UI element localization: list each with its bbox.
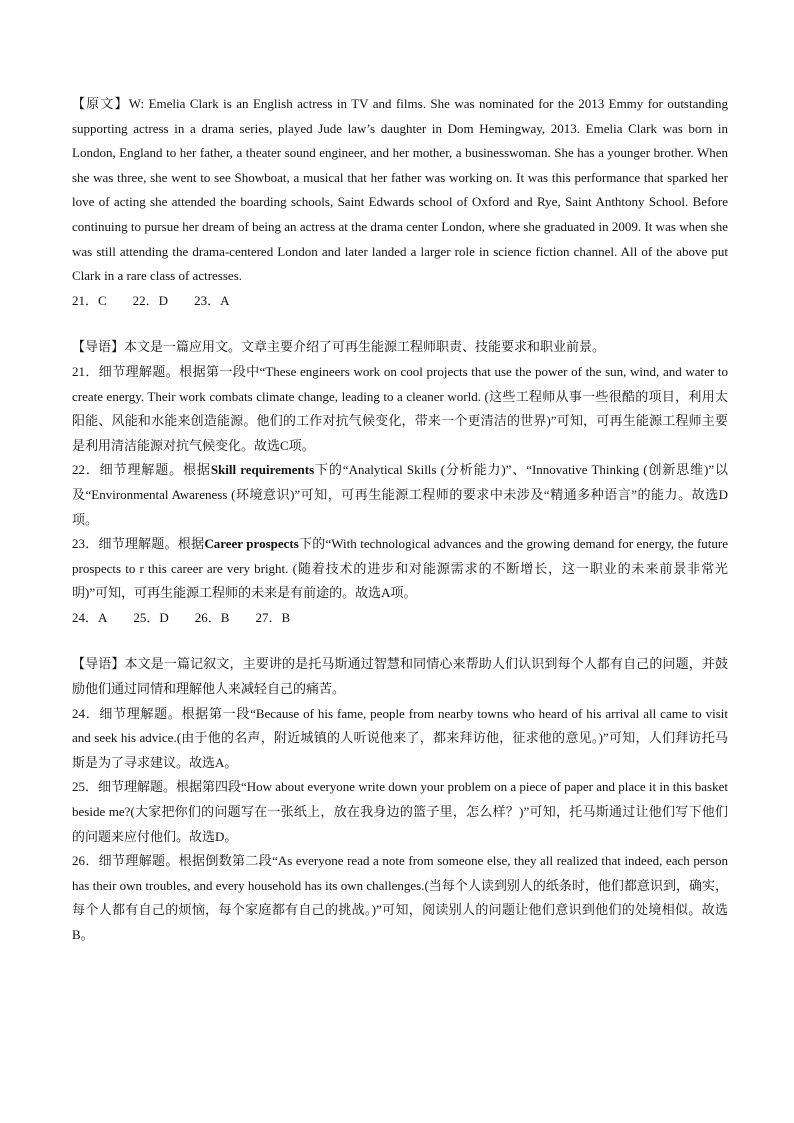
explanation-26: 26．细节理解题。根据倒数第二段“As everyone read a note from someone else, they all realized that indeed, each person has their own troubles, and every household has its own challenges.(当每个人读到别人的纸条时，他们都意识到，确实，每个人都有自己的烦恼，每个家庭都有自己的挑战。)”可知，阅读别人的问题让他们意识到他们的处境相似。故选B。 [72, 853, 728, 942]
guide-label-1: 【导语】 [72, 339, 125, 355]
explanation-22-post: 下的“Analytical Skills (分析能力)”、“Innovative Thinking (创新思维)”以及“Environmental Awareness (环境意识)”可知，可再生能源工程师的要求中未涉及“精通多种语言”的能力。故选D项。 [72, 462, 728, 527]
answers-group-2 [72, 606, 728, 631]
original-label: 【原文】 [72, 96, 129, 111]
explanation-22-pre: 22．细节理解题。根据 [72, 462, 211, 478]
guide-text-2: 本文是一篇记叙文，主要讲的是托马斯通过智慧和同情心来帮助人们认识到每个人都有自己的问题，并鼓励他们通过同情和理解他人来减轻自己的痛苦。 [72, 656, 728, 697]
answer-23: 23．A [194, 292, 230, 308]
explanation-22 [72, 458, 728, 532]
skill-requirements-heading: Skill requirements [210, 462, 315, 478]
explanation-23-post: 下的“With technological advances and the growing demand for energy, the future prospects to r this career are very bright. (随着技术的进步和对能源需求的不断增长，这一职业的未来前景非常光明)”可知，可再生能源工程师的未来是有前途的。故选A项。 [72, 536, 728, 601]
explanation-21: 21．细节理解题。根据第一段中“These engineers work on cool projects that use the power of the sun, wind, and water to create energy. Their work combats climate change, leading to a cleaner world. (这些工程师从事一些很酷的项目，利用太阳能、风能和水能来创造能源。他们的工作对抗气候变化，带来一个更清洁的世界)”可知，可再生能源工程师主要是利用清洁能源对抗气候变化。故选C项。 [72, 363, 728, 453]
guide-text-1: 本文是一篇应用文。文章主要介绍了可再生能源工程师职责、技能要求和职业前景。 [124, 339, 606, 355]
answer-25: 25．D [133, 609, 169, 625]
original-body: W: Emelia Clark is an English actress in TV and films. She was nominated for the 2013 Emmy for outstanding supporting actress in a drama series, played Jude law’s daughter in Dom Hemingway, 2013. Emelia Clark was born in London, England to her father, a theater sound engineer, and her mother, a businesswoman. She has a younger brother. When she was three, she went to see Showboat, a musical that her father was working on. It was this performance that sparked her love of acting she attended the boarding schools, Saint Edwards school of Oxford and Rye, Saint Anthtony School. Before continuing to pursue her dream of being an actress at the drama center London, where she graduated in 2009. It was when she was still attending the drama-centered London and later landed a larger role in science fiction channel. All of the above put Clark in a rare class of actresses. [72, 96, 728, 284]
answer-24: 24．A [72, 609, 108, 625]
answer-26: 26．B [194, 609, 230, 625]
guide-label-2: 【导语】 [72, 656, 125, 672]
answer-21: 21．C [72, 292, 107, 308]
answer-22: 22．D [132, 292, 169, 308]
guide-paragraph-1 [72, 335, 728, 360]
answer-key-page [72, 92, 728, 948]
guide-paragraph-2 [72, 652, 728, 701]
explanation-25: 25．细节理解题。根据第四段“How about everyone write down your problem on a piece of paper and place it in this basket beside me?(大家把你们的问题写在一张纸上，放在我身边的篮子里，怎么样？)”可知，托马斯通过让他们写下他们的问题来应付他们。故选D。 [72, 779, 728, 844]
explanation-23 [72, 532, 728, 606]
answer-27: 27．B [255, 609, 291, 625]
explanation-23-pre: 23．细节理解题。根据 [72, 536, 205, 552]
explanation-24: 24．细节理解题。根据第一段“Because of his fame, people from nearby towns who heard of his arrival all came to visit and seek his advice.(由于他的名声，附近城镇的人听说他来了，都来拜访他，征求他的意见。)”可知，人们拜访托马斯是为了寻求建议。故选A。 [72, 705, 728, 770]
answers-group-1 [72, 289, 728, 314]
career-prospects-heading: Career prospects [204, 536, 299, 552]
original-text-paragraph [72, 92, 728, 289]
